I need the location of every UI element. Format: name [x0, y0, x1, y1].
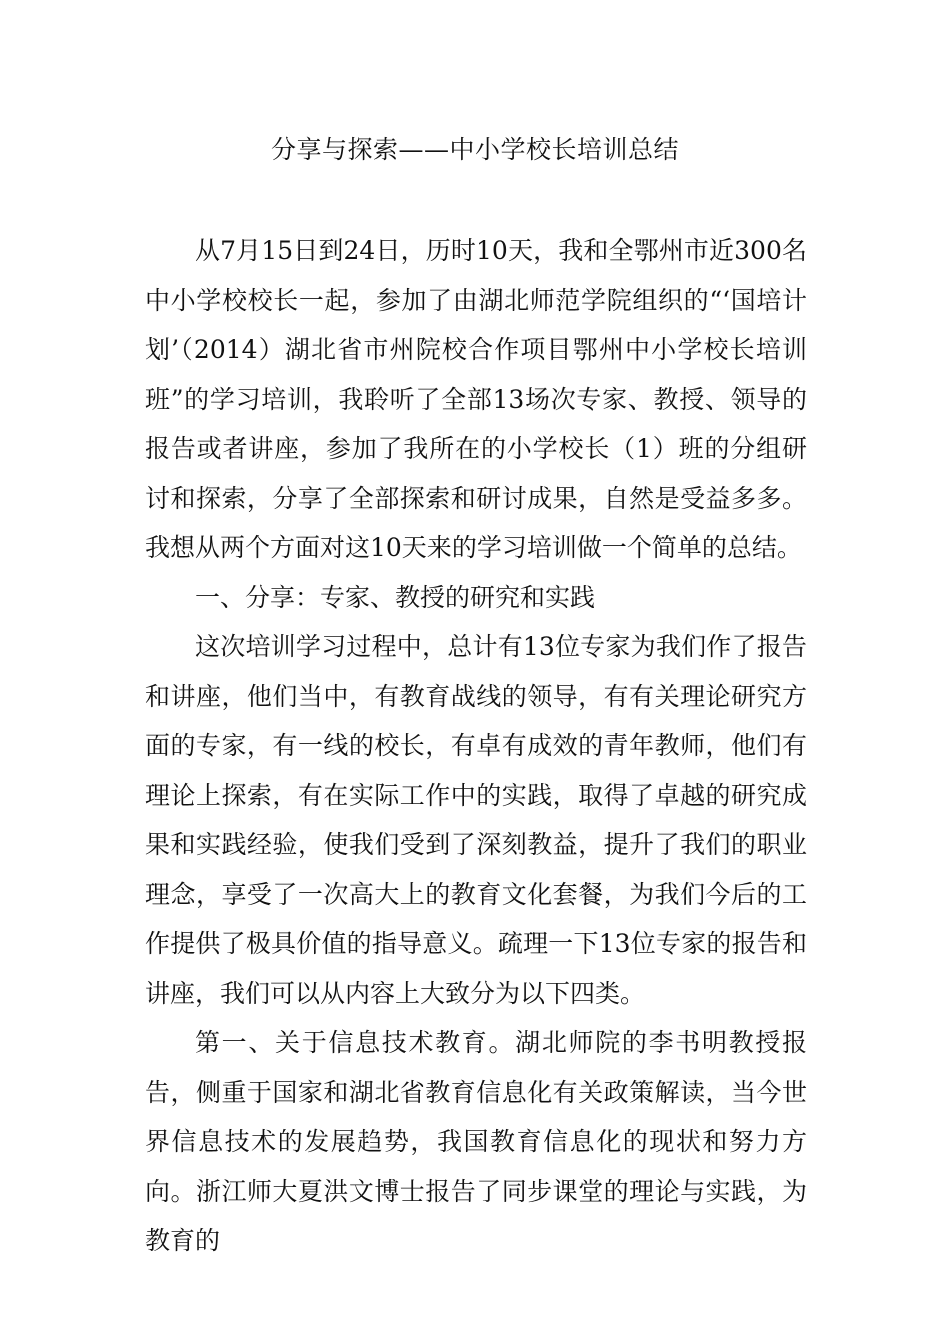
paragraph-it-education: 第一、关于信息技术教育。湖北师院的李书明教授报告，侧重于国家和湖北省教育信息化有关政策解读，当今世界信息技术的发展趋势，我国教育信息化的现状和努力方向。浙江师大夏洪文博士报告了同步课堂的理论与实践，为教育的	[145, 1028, 807, 1255]
document-title: 分享与探索——中小学校长培训总结	[270, 135, 679, 164]
paragraph-intro: 从7月15日到24日，历时10天，我和全鄂州市近300名中小学校校长一起，参加了由湖北师范学院组织的“‘国培计划’（2014）湖北省市州院校合作项目鄂州中小学校长培训班”的学习培训，我聆听了全部13场次专家、教授、领导的报告或者讲座，参加了我所在的小学校长（1）班的分组研讨和探索，分享了全部探索和研讨成果，自然是受益多多。我想从两个方面对这10天来的学习培训做一个简单的总结。	[145, 236, 807, 562]
document-body	[145, 226, 807, 1266]
section-heading-sharing: 一、分享：专家、教授的研究和实践	[195, 582, 596, 612]
paragraph-experts: 这次培训学习过程中，总计有13位专家为我们作了报告和讲座，他们当中，有教育战线的领导，有有关理论研究方面的专家，有一线的校长，有卓有成效的青年教师，他们有理论上探索，有在实际工作中的实践，取得了卓越的研究成果和实践经验，使我们受到了深刻教益，提升了我们的职业理念，享受了一次高大上的教育文化套餐，为我们今后的工作提供了极具价值的指导意义。疏理一下13位专家的报告和讲座，我们可以从内容上大致分为以下四类。	[145, 632, 807, 1008]
